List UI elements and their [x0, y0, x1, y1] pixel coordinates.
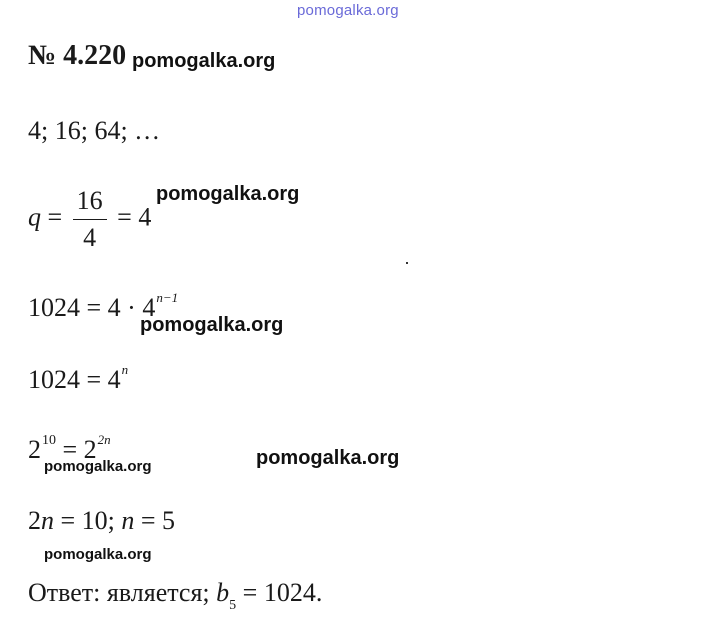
- ratio-var: q: [28, 202, 41, 232]
- fraction-numerator: 16: [73, 186, 107, 220]
- equation-6-var2: n: [121, 506, 135, 535]
- fraction-denominator: 4: [83, 223, 97, 252]
- watermark: pomogalka.org: [156, 183, 300, 205]
- watermark: pomogalka.org: [44, 458, 152, 475]
- equation-6-end: = 5: [134, 506, 176, 535]
- ratio-fraction: [73, 186, 107, 253]
- equation-6-var1: n: [41, 506, 54, 535]
- equation-5-exponent1: 10: [42, 433, 56, 448]
- watermark: pomogalka.org: [256, 447, 400, 469]
- equation-6-mid: = 10;: [54, 506, 122, 535]
- answer-label: Ответ: является;: [28, 578, 217, 607]
- equation-line-6: [28, 506, 175, 536]
- equation-6-coef: 2: [28, 506, 41, 535]
- ratio-line: [28, 186, 151, 253]
- watermark-top: pomogalka.org: [297, 2, 399, 19]
- answer-term: b: [216, 578, 230, 607]
- watermark: pomogalka.org: [132, 50, 276, 72]
- problem-number: № 4.220: [28, 40, 127, 71]
- equation-5-base2: = 2: [56, 435, 97, 464]
- ratio-result: = 4: [110, 202, 152, 232]
- ratio-eq: =: [41, 202, 69, 232]
- equation-3-exponent: n−1: [156, 290, 179, 305]
- answer-value: = 1024.: [236, 578, 323, 607]
- equation-5-base1: 2: [28, 435, 41, 464]
- equation-5-exponent2: 2n: [97, 432, 111, 447]
- sequence-line: 4; 16; 64; …: [28, 116, 161, 145]
- watermark: pomogalka.org: [140, 314, 284, 336]
- answer-line: [28, 578, 322, 614]
- equation-4-exponent: n: [121, 362, 129, 377]
- equation-line-4: [28, 362, 128, 395]
- equation-4-body: 1024 = 4: [28, 365, 121, 394]
- watermark: pomogalka.org: [44, 546, 152, 563]
- answer-subscript: 5: [229, 598, 237, 613]
- stray-dot: [406, 262, 408, 264]
- equation-3-body: 1024 = 4 · 4: [28, 293, 156, 322]
